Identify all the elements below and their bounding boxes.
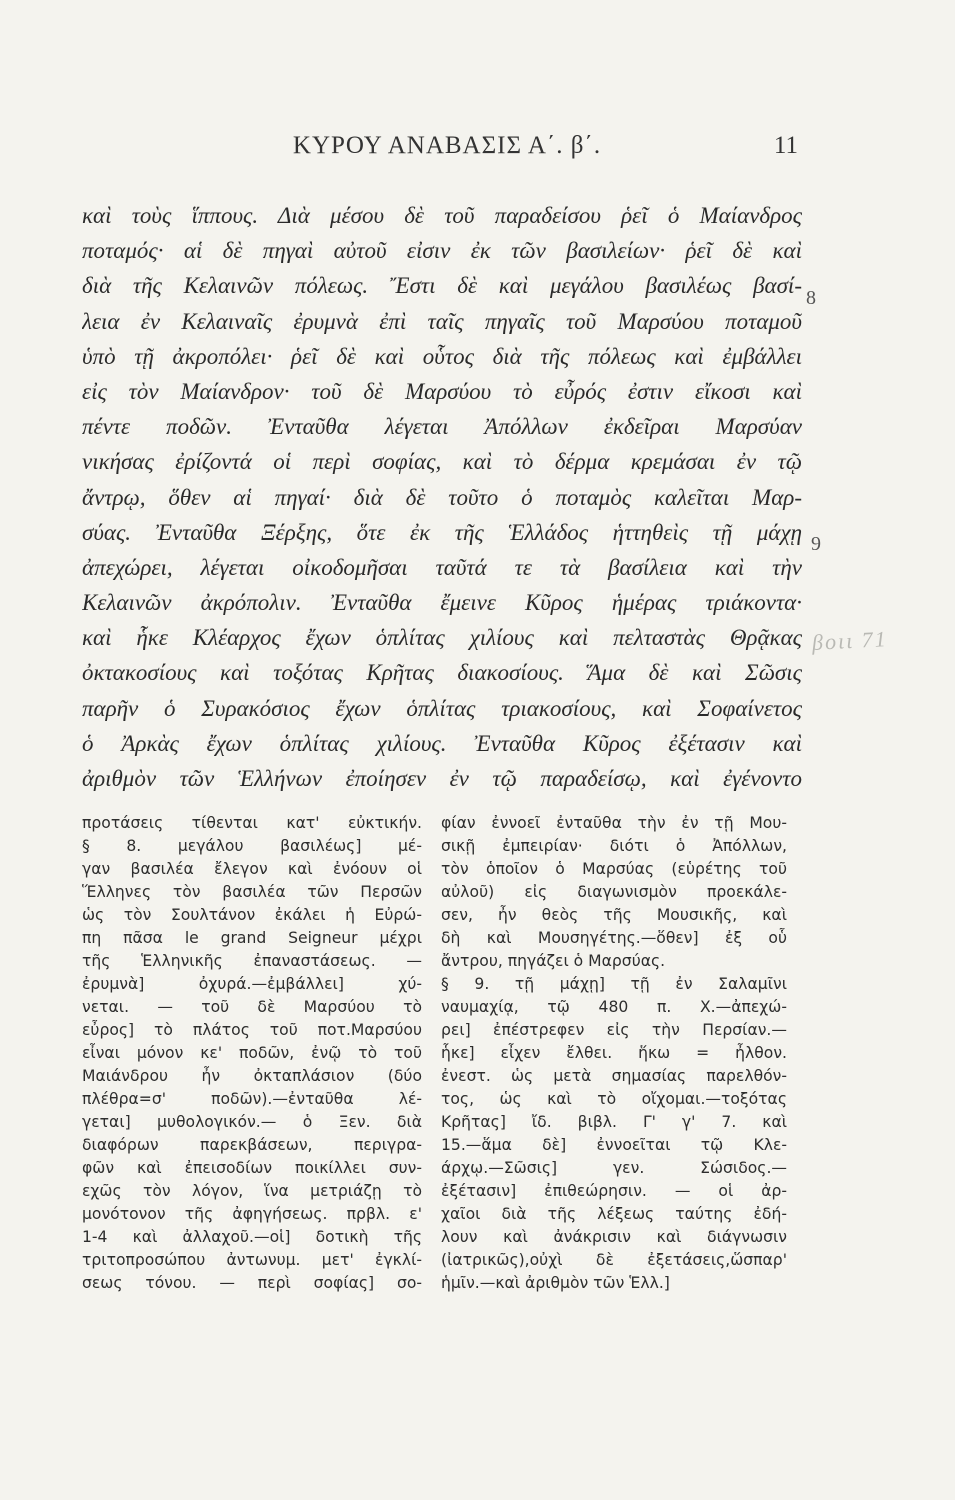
note-line: ἧκε] εἶχεν ἔλθει. ἥκω = ἦλθον. [441, 1044, 787, 1062]
note-line: γαν βασιλέα ἔλεγον καὶ ἐνόουν οἱ [82, 860, 422, 878]
note-line: φίαν ἐννοεῖ ἐνταῦθα τὴν ἐν τῇ Μου- [441, 814, 787, 832]
note-line: σικῇ ἐμπειρίαν· διότι ὁ Ἀπόλλων, [441, 837, 787, 855]
note-line: εὖρος] τὸ πλάτος τοῦ ποτ.Μαρσύου [82, 1021, 422, 1039]
note-line: ἐρυμνὰ] ὀχυρά.—ἐμβάλλει] χύ- [82, 975, 422, 993]
main-line: ὑπὸ τῇ ἀκροπόλει· ῥεῖ δὲ καὶ οὗτος διὰ τῆς πόλεως καὶ ἐμβάλλει [82, 343, 802, 369]
note-line: τριτοπροσώπου ἀντωνυμ. μετ' ἐγκλί- [82, 1251, 422, 1269]
note-line: τῆς Ἑλληνικῆς ἐπαναστάσεως. — [82, 952, 422, 970]
page-number: 11 [773, 132, 798, 159]
main-line: ἄντρῳ, ὅθεν αἱ πηγαί· διὰ δὲ τοῦτο ὁ ποταμὸς καλεῖται Μαρ- [82, 484, 802, 510]
note-line: § 8. μεγάλου βασιλέως] μέ- [82, 837, 422, 855]
note-line: ἡμῖν.—καὶ ἀριθμὸν τῶν Ἑλλ.] [441, 1274, 670, 1292]
main-line: Κελαινῶν ἀκρόπολιν. Ἐνταῦθα ἔμεινε Κῦρος ἡμέρας τριάκοντα· [82, 590, 802, 616]
note-line: ὡς τὸν Σουλτάνον ἐκάλει ἡ Εὐρώ- [82, 906, 422, 924]
note-line: άρχῳ.—Σῶσις] γεν. Σώσιδος.— [441, 1159, 787, 1177]
note-line: τὸν ὁποῖον ὁ Μαρσύας (εὑρέτης τοῦ [441, 860, 787, 878]
main-line: παρῆν ὁ Συρακόσιος ἔχων ὁπλίτας τριακοσίους, καὶ Σοφαίνετος [82, 695, 802, 721]
main-line: ὁ Ἀρκὰς ἔχων ὁπλίτας χιλίους. Ἐνταῦθα Κῦρος ἐξέτασιν καὶ [82, 730, 802, 756]
note-line: μονότονον τῆς ἀφηγήσεως. πρβλ. ε' [82, 1205, 422, 1223]
note-line: (ἰατρικῶς),οὐχὶ δὲ ἐξετάσεις,ὥσπαρ' [441, 1251, 787, 1269]
handwritten-margin-note: βοιι 71 [811, 626, 889, 655]
running-title: ΚΥΡΟΥ ΑΝΑΒΑΣΙΣ Α΄. β΄. [292, 132, 602, 159]
footnotes-right-column [441, 812, 787, 1295]
main-line: νικήσας ἐρίζοντά οἱ περὶ σοφίας, καὶ τὸ δέρμα κρεμάσαι ἐν τῷ [82, 449, 802, 475]
note-line: δὴ καὶ Μουσηγέτης.—ὅθεν] ἐξ οὗ [441, 929, 787, 947]
main-line: διὰ τῆς Κελαινῶν πόλεως. Ἔστι δὲ καὶ μεγάλου βασιλέως βασί- [82, 273, 802, 299]
section-number-8: 8 [806, 287, 816, 309]
note-line: εἶναι μόνον κε' ποδῶν, ἐνῷ τὸ τοῦ [82, 1044, 422, 1062]
note-line: Κρῆτας] ἴδ. βιβλ. Γ' γ' 7. καὶ [441, 1113, 787, 1131]
note-line: ἐξέτασιν] ἐπιθεώρησιν. — οἱ ἀρ- [441, 1182, 787, 1200]
note-line: ἐνεστ. ὡς μετὰ σημασίας παρελθόν- [441, 1067, 787, 1085]
section-number-9: 9 [811, 533, 821, 555]
note-line: σεν, ἦν θεὸς τῆς Μουσικῆς, καὶ [441, 906, 787, 924]
main-line: σύας. Ἐνταῦθα Ξέρξης, ὅτε ἐκ τῆς Ἑλλάδος ἡττηθεὶς τῇ μάχῃ [82, 519, 802, 545]
note-line: πη πᾶσα le grand Seigneur μέχρι [82, 929, 422, 947]
main-line: ἀριθμὸν τῶν Ἑλλήνων ἐποίησεν ἐν τῷ παραδείσῳ, καὶ ἐγένοντο [82, 766, 802, 791]
note-line: ἄντρου, πηγάζει ὁ Μαρσύας. [441, 952, 666, 970]
note-line: Ἕλληνες τὸν βασιλέα τῶν Περσῶν [82, 883, 422, 901]
note-line: 15.—ἅμα δὲ] ἐννοεῖται τῷ Κλε- [441, 1136, 787, 1154]
note-line: § 9. τῇ μάχῃ] τῇ ἐν Σαλαμῖνι [441, 975, 787, 993]
running-head [0, 132, 955, 172]
note-line: εχῶς τὸν λόγον, ἵνα μετριάζῃ τὸ [82, 1182, 422, 1200]
main-line: ὀκτακοσίους καὶ τοξότας Κρῆτας διακοσίους. Ἅμα δὲ καὶ Σῶσις [82, 660, 802, 686]
note-line: τος, ὡς καὶ τὸ οἴχομαι.—τοξότας [441, 1090, 787, 1108]
note-line: αὐλοῦ) εἰς διαγωνισμὸν προεκάλε- [441, 883, 787, 901]
main-line: καὶ ἧκε Κλέαρχος ἔχων ὁπλίτας χιλίους καὶ πελταστὰς Θρᾷκας [82, 625, 802, 651]
footnotes-left-column [82, 812, 422, 1295]
note-line: προτάσεις τίθενται κατ' εὐκτικήν. [82, 814, 422, 832]
note-line: λουν καὶ ἀνάκρισιν καὶ διάγνωσιν [441, 1228, 787, 1246]
main-line: εἰς τὸν Μαίανδρον· τοῦ δὲ Μαρσύου τὸ εὖρός ἐστιν εἴκοσι καὶ [82, 378, 802, 404]
main-line: ποταμός· αἱ δὲ πηγαὶ αὐτοῦ εἰσιν ἐκ τῶν βασιλείων· ῥεῖ δὲ καὶ [82, 238, 802, 264]
note-line: Μαιάνδρου ἦν ὀκταπλάσιον (δύο [82, 1067, 422, 1085]
note-line: διαφόρων παρεκβάσεων, περιγρα- [82, 1136, 422, 1154]
main-text [82, 198, 802, 796]
main-line: λεια ἐν Κελαιναῖς ἐρυμνὰ ἐπὶ ταῖς πηγαῖς τοῦ Μαρσύου ποταμοῦ [82, 308, 802, 334]
note-line: φῶν καὶ ἐπεισοδίων ποικίλλει συν- [82, 1159, 422, 1177]
note-line: χαῖοι διὰ τῆς λέξεως ταύτης ἐδή- [441, 1205, 787, 1223]
note-line: γεται] μυθολογικόν.— ὁ Ξεν. διὰ [82, 1113, 422, 1131]
main-line: ἀπεχώρει, λέγεται οἰκοδομῆσαι ταῦτά τε τὰ βασίλεια καὶ τὴν [82, 554, 802, 580]
note-line: νεται. — τοῦ δὲ Μαρσύου τὸ [82, 998, 422, 1016]
note-line: πλέθρα=σ' ποδῶν).—ἐνταῦθα λέ- [82, 1090, 422, 1108]
note-line: 1-4 καὶ ἀλλαχοῦ.—οἱ] δοτικὴ τῆς [82, 1228, 422, 1246]
note-line: σεως τόνου. — περὶ σοφίας] σο- [82, 1274, 422, 1292]
main-line: καὶ τοὺς ἵππους. Διὰ μέσου δὲ τοῦ παραδείσου ῥεῖ ὁ Μαίανδρος [82, 203, 802, 228]
main-line: πέντε ποδῶν. Ἐνταῦθα λέγεται Ἀπόλλων ἐκδεῖραι Μαρσύαν [82, 414, 802, 440]
note-line: ρει] ἐπέστρεφεν εἰς τὴν Περσίαν.— [441, 1021, 787, 1039]
note-line: ναυμαχίᾳ, τῷ 480 π. Χ.—ἀπεχώ- [441, 998, 787, 1016]
